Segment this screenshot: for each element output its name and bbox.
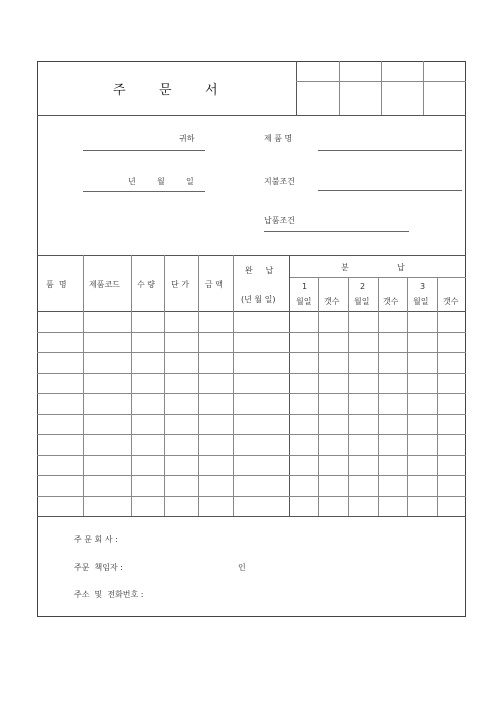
header-product-code: 제품코드	[89, 280, 120, 289]
table-row-divider	[37, 496, 466, 497]
table-row-divider	[37, 414, 466, 415]
installment-1-no: 1	[302, 282, 308, 291]
recipient-suffix: 귀하	[179, 134, 195, 143]
responsible-person-label: 주문 책임자 :	[74, 563, 123, 572]
header-amount: 금 액	[205, 280, 223, 289]
payment-terms-label: 지불조건	[264, 177, 295, 186]
col-divider-9	[378, 277, 379, 516]
approval-box-col-3	[423, 61, 424, 115]
page-title-char-1: 주	[113, 83, 126, 98]
installment-3-no: 3	[420, 282, 426, 291]
col-divider-3	[164, 255, 165, 516]
date-underline[interactable]	[83, 191, 205, 192]
date-month: 월	[157, 177, 165, 186]
header-quantity: 수 량	[137, 280, 155, 289]
approval-box-col-1	[339, 61, 340, 115]
table-row-divider	[37, 434, 466, 435]
col-divider-7	[318, 277, 319, 516]
col-divider-6	[289, 255, 290, 516]
approval-box-left-border	[296, 61, 297, 115]
header-item-name: 품 명	[46, 280, 67, 289]
table-top-border	[37, 255, 466, 256]
date-year: 년	[128, 177, 136, 186]
approval-box-col-2	[381, 61, 382, 115]
installment-1-date: 월일	[296, 297, 312, 306]
address-phone-label: 주소 및 전화번호 :	[74, 590, 144, 599]
table-row-divider	[37, 455, 466, 456]
ordering-company-label: 주 문 회 사 :	[74, 535, 118, 544]
delivery-terms-underline[interactable]	[264, 231, 409, 232]
header-completion: 완 납	[245, 266, 274, 275]
table-row-divider	[37, 393, 466, 394]
page-title-char-2: 문	[159, 83, 172, 98]
header-completion-date: (년 월 일)	[241, 295, 276, 304]
seal-mark: 인	[238, 563, 246, 572]
table-row-divider	[37, 475, 466, 476]
header-installment: 분 납	[341, 263, 405, 272]
col-divider-4	[198, 255, 199, 516]
table-row-divider	[37, 332, 466, 333]
installment-2-no: 2	[360, 282, 366, 291]
page-title-char-3: 서	[205, 83, 218, 98]
col-divider-5	[233, 255, 234, 516]
header-unit-price: 단 가	[171, 280, 189, 289]
recipient-underline[interactable]	[83, 150, 205, 151]
col-divider-2	[131, 255, 132, 516]
col-divider-10	[407, 277, 408, 516]
delivery-terms-label: 납품조건	[264, 216, 295, 225]
payment-terms-underline[interactable]	[318, 190, 462, 191]
product-name-label: 제 품 명	[264, 134, 293, 143]
installment-2-date: 월일	[354, 297, 370, 306]
installment-3-date: 월일	[413, 297, 429, 306]
installment-3-count: 갯수	[443, 297, 459, 306]
table-row-divider	[37, 373, 466, 374]
col-divider-8	[348, 277, 349, 516]
col-divider-1	[83, 255, 84, 516]
title-section-divider	[37, 115, 466, 116]
col-divider-11	[437, 277, 438, 516]
table-row-divider	[37, 352, 466, 353]
date-day: 일	[186, 177, 194, 186]
installment-2-count: 갯수	[383, 297, 399, 306]
table-bottom-border	[37, 516, 466, 517]
product-name-underline[interactable]	[318, 150, 462, 151]
table-header-bottom	[37, 311, 466, 312]
installment-1-count: 갯수	[324, 297, 340, 306]
